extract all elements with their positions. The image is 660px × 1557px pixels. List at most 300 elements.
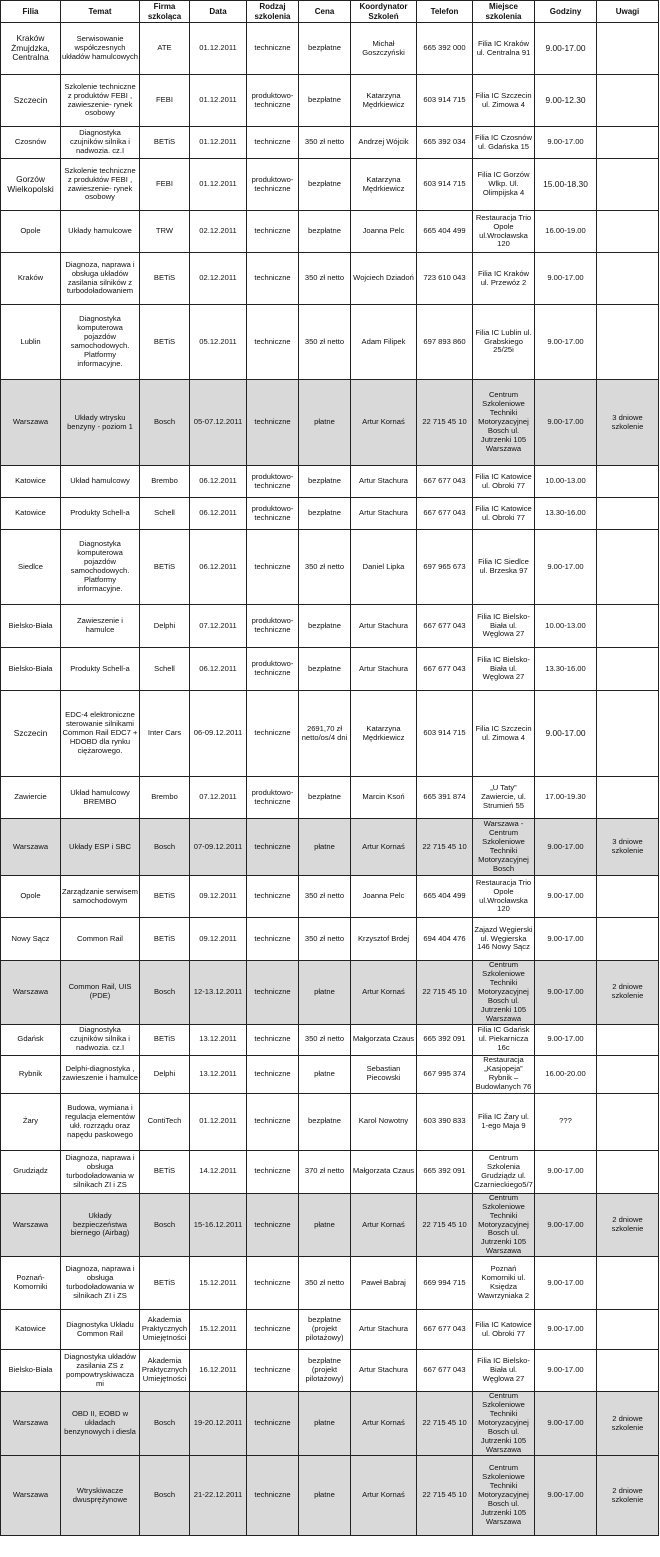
cell-uwagi [597, 1310, 659, 1350]
table-row [1, 211, 659, 253]
cell-godziny: ??? [535, 1093, 597, 1150]
table-row [1, 1024, 659, 1055]
cell-godziny: 9.00-17.00 [535, 1193, 597, 1257]
cell-data: 06-09.12.2011 [190, 691, 247, 777]
cell-koordynator: Karol Nowotny [351, 1093, 417, 1150]
cell-filia: Żary [1, 1093, 61, 1150]
cell-filia: Katowice [1, 498, 61, 530]
cell-telefon: 22 715 45 10 [417, 1456, 473, 1536]
cell-data: 13.12.2011 [190, 1055, 247, 1093]
cell-rodzaj: techniczne [247, 305, 299, 380]
header-cell: Data [190, 1, 247, 23]
cell-cena: 350 zł netto [299, 127, 351, 159]
cell-temat: Szkolenie techniczne z produktów FEBI , zawieszenie- rynek osobowy [61, 75, 140, 127]
cell-temat: EDC-4 elektroniczne sterowanie silnikami Common Rail EDC7 + HDOBD dla rynku ciężarowego. [61, 691, 140, 777]
cell-temat: Diagnoza, naprawa i obsługa układów zasilania silników z turbodoładowaniem [61, 253, 140, 305]
cell-filia: Siedlce [1, 530, 61, 605]
cell-uwagi [597, 777, 659, 819]
cell-koordynator: Andrzej Wójcik [351, 127, 417, 159]
cell-miejsce: Filia IC Kraków ul. Przewóz 2 [473, 253, 535, 305]
table-row [1, 23, 659, 75]
cell-uwagi: 2 dniowe szkolenie [597, 961, 659, 1025]
cell-filia: Warszawa [1, 961, 61, 1025]
cell-data: 21-22.12.2011 [190, 1456, 247, 1536]
cell-firma: Schell [140, 648, 190, 691]
cell-filia: Bielsko-Biała [1, 648, 61, 691]
cell-temat: Budowa, wymiana i regulacja elementów ukł. rozrządu oraz napędu paskowego [61, 1093, 140, 1150]
cell-temat: OBD II, EOBD w układach benzynowych i diesla [61, 1392, 140, 1456]
cell-firma: BETiS [140, 918, 190, 961]
cell-temat: Delphi-diagnostyka , zawieszenie i hamulce [61, 1055, 140, 1093]
cell-miejsce: Filia IC Gdańsk ul. Piekarnicza 16c [473, 1024, 535, 1055]
cell-cena: płatne [299, 1392, 351, 1456]
cell-telefon: 667 677 043 [417, 605, 473, 648]
cell-koordynator: Artur Kornaś [351, 1193, 417, 1257]
cell-cena: płatne [299, 1193, 351, 1257]
header-cell: Rodzaj szkolenia [247, 1, 299, 23]
cell-koordynator: Joanna Pelc [351, 876, 417, 918]
cell-cena: 350 zł netto [299, 305, 351, 380]
cell-godziny: 9.00-17.00 [535, 305, 597, 380]
cell-rodzaj: produktowo-techniczne [247, 648, 299, 691]
cell-filia: Bielsko-Biała [1, 605, 61, 648]
cell-data: 05.12.2011 [190, 305, 247, 380]
cell-rodzaj: techniczne [247, 253, 299, 305]
table-row [1, 75, 659, 127]
cell-godziny: 9.00-17.00 [535, 1310, 597, 1350]
cell-uwagi [597, 127, 659, 159]
cell-data: 06.12.2011 [190, 530, 247, 605]
cell-cena: 370 zł netto [299, 1150, 351, 1193]
header-cell: Miejsce szkolenia [473, 1, 535, 23]
cell-miejsce: Filia IC Szczecin ul. Zimowa 4 [473, 691, 535, 777]
cell-telefon: 603 390 833 [417, 1093, 473, 1150]
cell-firma: BETiS [140, 253, 190, 305]
cell-firma: BETiS [140, 876, 190, 918]
cell-cena: 350 zł netto [299, 1024, 351, 1055]
cell-uwagi [597, 23, 659, 75]
cell-filia: Warszawa [1, 1456, 61, 1536]
cell-godziny: 10.00-13.00 [535, 466, 597, 498]
cell-rodzaj: techniczne [247, 1193, 299, 1257]
table-row [1, 1310, 659, 1350]
cell-uwagi [597, 691, 659, 777]
cell-data: 06.12.2011 [190, 648, 247, 691]
cell-godziny: 13.30-16.00 [535, 498, 597, 530]
cell-miejsce: Filia IC Katowice ul. Obroki 77 [473, 466, 535, 498]
cell-firma: BETiS [140, 1257, 190, 1310]
cell-koordynator: Michał Goszczyński [351, 23, 417, 75]
cell-koordynator: Artur Kornaś [351, 819, 417, 876]
cell-firma: Brembo [140, 466, 190, 498]
cell-data: 01.12.2011 [190, 75, 247, 127]
cell-filia: Szczecin [1, 75, 61, 127]
cell-data: 02.12.2011 [190, 211, 247, 253]
header-cell: Temat [61, 1, 140, 23]
cell-koordynator: Krzysztof Brdej [351, 918, 417, 961]
cell-telefon: 667 677 043 [417, 498, 473, 530]
header-cell: Filia [1, 1, 61, 23]
cell-firma: FEBI [140, 159, 190, 211]
cell-godziny: 9.00-17.00 [535, 819, 597, 876]
cell-cena: bezpłatne [299, 605, 351, 648]
cell-godziny: 9.00-17.00 [535, 1257, 597, 1310]
cell-godziny: 17.00-19.30 [535, 777, 597, 819]
cell-filia: Kraków [1, 253, 61, 305]
cell-godziny: 9.00-17.00 [535, 380, 597, 466]
cell-koordynator: Joanna Pelc [351, 211, 417, 253]
cell-miejsce: Filia IC Czosnów ul. Gdańska 15 [473, 127, 535, 159]
cell-koordynator: Artur Stachura [351, 1310, 417, 1350]
cell-miejsce: Filia IC Bielsko-Biała ul. Węglowa 27 [473, 605, 535, 648]
cell-filia: Szczecin [1, 691, 61, 777]
cell-temat: Układ hamulcowy BREMBO [61, 777, 140, 819]
cell-rodzaj: techniczne [247, 1392, 299, 1456]
cell-uwagi [597, 1055, 659, 1093]
cell-filia: Gdańsk [1, 1024, 61, 1055]
cell-uwagi [597, 1150, 659, 1193]
cell-miejsce: Centrum Szkolenia Grudziądz ul. Czarnieckiego5/7 [473, 1150, 535, 1193]
cell-cena: 2691,70 zł netto/os/4 dni [299, 691, 351, 777]
cell-firma: Bosch [140, 819, 190, 876]
cell-firma: BETiS [140, 1024, 190, 1055]
header-cell: Telefon [417, 1, 473, 23]
cell-godziny: 16.00-19.00 [535, 211, 597, 253]
cell-godziny: 16.00-20.00 [535, 1055, 597, 1093]
cell-godziny: 9.00-17.00 [535, 961, 597, 1025]
table-row [1, 1392, 659, 1456]
cell-uwagi [597, 466, 659, 498]
cell-firma: Brembo [140, 777, 190, 819]
cell-miejsce: Filia IC Szczecin ul. Zimowa 4 [473, 75, 535, 127]
cell-godziny: 9.00-17.00 [535, 127, 597, 159]
cell-telefon: 667 677 043 [417, 466, 473, 498]
cell-firma: BETiS [140, 1150, 190, 1193]
cell-telefon: 665 392 091 [417, 1024, 473, 1055]
cell-telefon: 694 404 476 [417, 918, 473, 961]
cell-uwagi [597, 305, 659, 380]
cell-temat: Diagnostyka Układu Common Rail [61, 1310, 140, 1350]
table-row [1, 466, 659, 498]
table-row [1, 691, 659, 777]
cell-firma: Bosch [140, 1193, 190, 1257]
cell-godziny: 9.00-17.00 [535, 876, 597, 918]
cell-miejsce: Filia IC Gorzów Wlkp. Ul. Olimpijska 4 [473, 159, 535, 211]
cell-miejsce: Centrum Szkoleniowe Techniki Motoryzacyjnej Bosch ul. Jutrzenki 105 Warszawa [473, 1392, 535, 1456]
cell-rodzaj: techniczne [247, 1350, 299, 1392]
cell-uwagi [597, 876, 659, 918]
cell-uwagi [597, 498, 659, 530]
cell-cena: bezpłatne [299, 1093, 351, 1150]
cell-rodzaj: techniczne [247, 876, 299, 918]
cell-cena: bezpłatne (projekt pilotażowy) [299, 1310, 351, 1350]
cell-telefon: 669 994 715 [417, 1257, 473, 1310]
cell-data: 01.12.2011 [190, 127, 247, 159]
cell-uwagi: 3 dniowe szkolenie [597, 819, 659, 876]
cell-koordynator: Artur Kornaś [351, 1456, 417, 1536]
cell-rodzaj: produktowo-techniczne [247, 466, 299, 498]
cell-koordynator: Artur Kornaś [351, 380, 417, 466]
table-row [1, 1350, 659, 1392]
cell-telefon: 697 965 673 [417, 530, 473, 605]
cell-temat: Układy ESP i SBC [61, 819, 140, 876]
cell-cena: bezpłatne [299, 211, 351, 253]
cell-miejsce: Warszawa - Centrum Szkoleniowe Techniki Motoryzacyjnej Bosch [473, 819, 535, 876]
header-row [1, 1, 659, 23]
cell-cena: bezpłatne [299, 498, 351, 530]
cell-miejsce: Filia IC Bielsko-Biała ul. Węglowa 27 [473, 1350, 535, 1392]
cell-uwagi [597, 1093, 659, 1150]
header-cell: Uwagi [597, 1, 659, 23]
cell-rodzaj: techniczne [247, 1257, 299, 1310]
cell-firma: FEBI [140, 75, 190, 127]
cell-cena: płatne [299, 1055, 351, 1093]
cell-data: 09.12.2011 [190, 876, 247, 918]
cell-miejsce: Centrum Szkoleniowe Techniki Motoryzacyjnej Bosch ul. Jutrzenki 105 Warszawa [473, 1193, 535, 1257]
cell-firma: Bosch [140, 380, 190, 466]
cell-koordynator: Katarzyna Mędrkiewicz [351, 691, 417, 777]
cell-telefon: 667 677 043 [417, 648, 473, 691]
table-row [1, 1456, 659, 1536]
cell-temat: Produkty Schell-a [61, 498, 140, 530]
cell-filia: Gorzów Wielkopolski [1, 159, 61, 211]
cell-koordynator: Artur Stachura [351, 1350, 417, 1392]
cell-koordynator: Daniel Lipka [351, 530, 417, 605]
cell-cena: 350 zł netto [299, 876, 351, 918]
cell-telefon: 22 715 45 10 [417, 380, 473, 466]
cell-uwagi [597, 211, 659, 253]
table-row [1, 876, 659, 918]
cell-miejsce: Centrum Szkoleniowe Techniki Motoryzacyjnej Bosch ul. Jutrzenki 105 Warszawa [473, 1456, 535, 1536]
cell-data: 15.12.2011 [190, 1257, 247, 1310]
cell-koordynator: Artur Kornaś [351, 961, 417, 1025]
cell-koordynator: Artur Stachura [351, 498, 417, 530]
cell-miejsce: Filia IC Lublin ul. Grabskiego 25/25i [473, 305, 535, 380]
cell-miejsce: Zajazd Węgierski ul. Węgierska 146 Nowy Sącz [473, 918, 535, 961]
cell-uwagi [597, 648, 659, 691]
cell-miejsce: Restauracja Trio Opole ul.Wrocławska 120 [473, 211, 535, 253]
table-row [1, 1150, 659, 1193]
cell-rodzaj: techniczne [247, 1055, 299, 1093]
cell-data: 14.12.2011 [190, 1150, 247, 1193]
cell-koordynator: Małgorzata Czaus [351, 1024, 417, 1055]
cell-filia: Grudziądz [1, 1150, 61, 1193]
cell-telefon: 665 392 091 [417, 1150, 473, 1193]
table-row [1, 380, 659, 466]
cell-filia: Katowice [1, 1310, 61, 1350]
cell-temat: Diagnoza, naprawa i obsługa turbodoładowania w silnikach ZI i ZS [61, 1257, 140, 1310]
table-row [1, 1257, 659, 1310]
cell-firma: Schell [140, 498, 190, 530]
cell-data: 09.12.2011 [190, 918, 247, 961]
cell-telefon: 22 715 45 10 [417, 1392, 473, 1456]
cell-miejsce: Centrum Szkoleniowe Techniki Motoryzacyjnej Bosch ul. Jutrzenki 105 Warszawa [473, 961, 535, 1025]
cell-firma: BETiS [140, 305, 190, 380]
cell-telefon: 665 392 000 [417, 23, 473, 75]
cell-filia: Katowice [1, 466, 61, 498]
cell-koordynator: Paweł Babraj [351, 1257, 417, 1310]
cell-cena: bezpłatne [299, 777, 351, 819]
cell-filia: Warszawa [1, 380, 61, 466]
cell-rodzaj: techniczne [247, 918, 299, 961]
cell-uwagi: 3 dniowe szkolenie [597, 380, 659, 466]
cell-rodzaj: techniczne [247, 1456, 299, 1536]
cell-godziny: 13.30-16.00 [535, 648, 597, 691]
cell-telefon: 603 914 715 [417, 75, 473, 127]
table-row [1, 1055, 659, 1093]
cell-data: 02.12.2011 [190, 253, 247, 305]
cell-godziny: 9.00-17.00 [535, 23, 597, 75]
cell-miejsce: Filia IC Katowice ul. Obroki 77 [473, 498, 535, 530]
cell-data: 06.12.2011 [190, 498, 247, 530]
table-row [1, 961, 659, 1025]
cell-temat: Zarządzanie serwisem samochodowym [61, 876, 140, 918]
cell-koordynator: Sebastian Piecowski [351, 1055, 417, 1093]
cell-miejsce: Restauracja „Kasjopeja” Rybnik – Budowlanych 76 [473, 1055, 535, 1093]
cell-miejsce: Filia IC Kraków ul. Centralna 91 [473, 23, 535, 75]
cell-telefon: 697 893 860 [417, 305, 473, 380]
cell-temat: Zawieszenie i hamulce [61, 605, 140, 648]
cell-koordynator: Artur Stachura [351, 648, 417, 691]
cell-miejsce: Restauracja Trio Opole ul.Wrocławska 120 [473, 876, 535, 918]
table-row [1, 648, 659, 691]
cell-rodzaj: techniczne [247, 211, 299, 253]
cell-uwagi [597, 1024, 659, 1055]
cell-cena: płatne [299, 380, 351, 466]
cell-temat: Układy wtrysku benzyny - poziom 1 [61, 380, 140, 466]
cell-rodzaj: techniczne [247, 127, 299, 159]
header-cell: Firma szkoląca [140, 1, 190, 23]
cell-data: 06.12.2011 [190, 466, 247, 498]
cell-telefon: 22 715 45 10 [417, 819, 473, 876]
cell-filia: Kraków Żmujdzka, Centralna [1, 23, 61, 75]
table-row [1, 159, 659, 211]
cell-godziny: 9.00-17.00 [535, 253, 597, 305]
table-row [1, 253, 659, 305]
cell-temat: Układy hamulcowe [61, 211, 140, 253]
cell-temat: Diagnostyka komputerowa pojazdów samochodowych. Platformy informacyjne. [61, 530, 140, 605]
cell-cena: 350 zł netto [299, 1257, 351, 1310]
cell-godziny: 9.00-12.30 [535, 75, 597, 127]
cell-data: 19-20.12.2011 [190, 1392, 247, 1456]
cell-miejsce: „U Taty” Zawiercie, ul. Strumień 55 [473, 777, 535, 819]
cell-filia: Zawiercie [1, 777, 61, 819]
cell-koordynator: Wojciech Dziadoń [351, 253, 417, 305]
cell-rodzaj: techniczne [247, 23, 299, 75]
cell-cena: bezpłatne [299, 159, 351, 211]
cell-temat: Common Rail [61, 918, 140, 961]
table-row [1, 1093, 659, 1150]
cell-miejsce: Filia IC Katowice ul. Obroki 77 [473, 1310, 535, 1350]
cell-rodzaj: techniczne [247, 1024, 299, 1055]
cell-koordynator: Artur Stachura [351, 466, 417, 498]
cell-godziny: 9.00-17.00 [535, 1392, 597, 1456]
table-row [1, 305, 659, 380]
table-row [1, 918, 659, 961]
cell-telefon: 665 392 034 [417, 127, 473, 159]
cell-data: 05-07.12.2011 [190, 380, 247, 466]
cell-temat: Wtryskiwacze dwusprężynowe [61, 1456, 140, 1536]
table-row [1, 127, 659, 159]
cell-godziny: 9.00-17.00 [535, 918, 597, 961]
cell-filia: Rybnik [1, 1055, 61, 1093]
cell-cena: płatne [299, 961, 351, 1025]
cell-filia: Warszawa [1, 819, 61, 876]
cell-data: 13.12.2011 [190, 1024, 247, 1055]
cell-filia: Bielsko-Biała [1, 1350, 61, 1392]
cell-koordynator: Artur Kornaś [351, 1392, 417, 1456]
cell-cena: bezpłatne [299, 23, 351, 75]
cell-godziny: 9.00-17.00 [535, 1350, 597, 1392]
cell-uwagi [597, 253, 659, 305]
cell-rodzaj: techniczne [247, 1093, 299, 1150]
cell-rodzaj: produktowo-techniczne [247, 159, 299, 211]
cell-telefon: 603 914 715 [417, 691, 473, 777]
cell-uwagi [597, 605, 659, 648]
cell-temat: Diagnostyka układów zasilania ZS z pompowtryskiwacza mi [61, 1350, 140, 1392]
cell-firma: Inter Cars [140, 691, 190, 777]
cell-temat: Produkty Schell-a [61, 648, 140, 691]
cell-temat: Układ hamulcowy [61, 466, 140, 498]
cell-rodzaj: techniczne [247, 530, 299, 605]
cell-cena: 350 zł netto [299, 253, 351, 305]
cell-filia: Lublin [1, 305, 61, 380]
cell-firma: Bosch [140, 1392, 190, 1456]
cell-temat: Diagnostyka czujników silnika i nadwozia. cz.I [61, 127, 140, 159]
cell-uwagi [597, 75, 659, 127]
cell-filia: Warszawa [1, 1193, 61, 1257]
cell-temat: Common Rail, UIS (PDE) [61, 961, 140, 1025]
header-cell: Godziny [535, 1, 597, 23]
cell-telefon: 667 677 043 [417, 1310, 473, 1350]
cell-cena: 350 zł netto [299, 918, 351, 961]
cell-koordynator: Katarzyna Mędrkiewicz [351, 75, 417, 127]
cell-filia: Warszawa [1, 1392, 61, 1456]
cell-temat: Układy bezpieczeństwa biernego (Airbag) [61, 1193, 140, 1257]
cell-filia: Nowy Sącz [1, 918, 61, 961]
cell-filia: Czosnów [1, 127, 61, 159]
cell-miejsce: Filia IC Bielsko-Biała ul. Węglowa 27 [473, 648, 535, 691]
cell-koordynator: Małgorzata Czaus [351, 1150, 417, 1193]
cell-rodzaj: produktowo-techniczne [247, 498, 299, 530]
cell-cena: bezpłatne [299, 466, 351, 498]
cell-data: 15.12.2011 [190, 1310, 247, 1350]
cell-rodzaj: techniczne [247, 1150, 299, 1193]
cell-uwagi [597, 918, 659, 961]
cell-firma: ATE [140, 23, 190, 75]
cell-rodzaj: produktowo-techniczne [247, 605, 299, 648]
cell-data: 16.12.2011 [190, 1350, 247, 1392]
cell-miejsce: Centrum Szkoleniowe Techniki Motoryzacyjnej Bosch ul. Jutrzenki 105 Warszawa [473, 380, 535, 466]
cell-godziny: 9.00-17.00 [535, 530, 597, 605]
cell-filia: Opole [1, 876, 61, 918]
cell-telefon: 603 914 715 [417, 159, 473, 211]
cell-telefon: 667 995 374 [417, 1055, 473, 1093]
cell-firma: BETiS [140, 530, 190, 605]
cell-firma: TRW [140, 211, 190, 253]
cell-uwagi: 2 dniowe szkolenie [597, 1392, 659, 1456]
cell-uwagi [597, 1350, 659, 1392]
cell-firma: Akademia Praktycznych Umiejętności [140, 1350, 190, 1392]
cell-rodzaj: techniczne [247, 691, 299, 777]
cell-data: 01.12.2011 [190, 1093, 247, 1150]
cell-godziny: 9.00-17.00 [535, 1150, 597, 1193]
cell-uwagi [597, 159, 659, 211]
cell-godziny: 15.00-18.30 [535, 159, 597, 211]
table-row [1, 1193, 659, 1257]
cell-cena: bezpłatne (projekt pilotażowy) [299, 1350, 351, 1392]
cell-data: 07.12.2011 [190, 605, 247, 648]
